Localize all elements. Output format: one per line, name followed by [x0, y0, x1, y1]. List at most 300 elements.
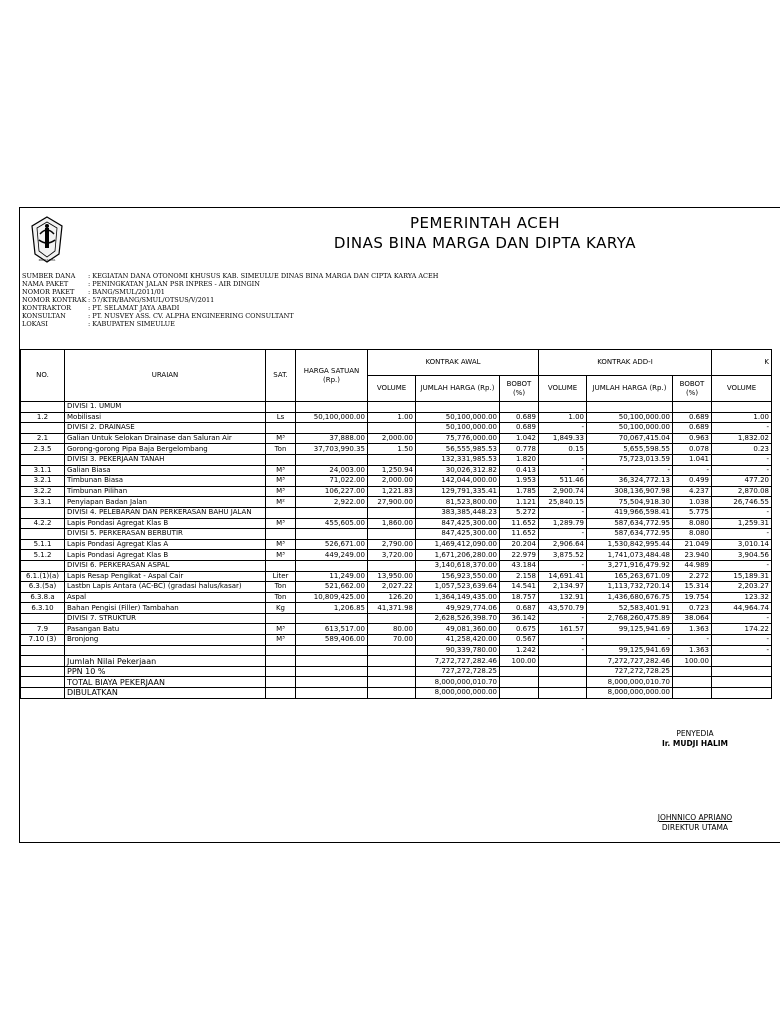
info-row: NOMOR PAKET : BANG/SMUL/2011/01 — [22, 288, 165, 296]
cell-b2: 4.237 — [673, 486, 712, 497]
cell-no: 5.1.2 — [21, 550, 65, 561]
footer-row — [21, 677, 772, 688]
table-row — [21, 497, 772, 508]
cell-j1: 49,929,774.06 — [416, 603, 500, 614]
cell-v1: 13,950.00 — [368, 571, 416, 582]
footer-empty-cell — [296, 656, 368, 667]
cell-uraian: Penyiapan Badan Jalan — [65, 497, 266, 508]
cell-uraian: Bahan Pengisi (Filler) Tambahan — [65, 603, 266, 614]
cell-v1: 41,371.98 — [368, 603, 416, 614]
footer-b1 — [500, 666, 539, 677]
cell-b2: 1.041 — [673, 454, 712, 465]
cell-v3: - — [712, 507, 772, 518]
footer-j2: 727,272,728.25 — [587, 666, 673, 677]
cell-harga — [296, 645, 368, 656]
info-row: KONTRAKTOR : PT. SELAMAT JAYA ABADI — [22, 304, 180, 312]
document-title-line2: DINAS BINA MARGA DAN DIPTA KARYA — [333, 234, 637, 252]
contract-table-wrap — [20, 349, 780, 699]
cell-harga: 71,022.00 — [296, 476, 368, 487]
cell-j2: 50,100,000.00 — [587, 412, 673, 423]
cell-j2: 587,634,772.95 — [587, 518, 673, 529]
table-row — [21, 603, 772, 614]
cell-sat: Ton — [266, 582, 296, 593]
cell-v3: - — [712, 635, 772, 646]
header-bobot: BOBOT (%) — [500, 376, 539, 402]
cell-v3: 15,189.31 — [712, 571, 772, 582]
cell-sat — [266, 613, 296, 624]
footer-empty-cell — [368, 677, 416, 688]
cell-v2: 161.57 — [539, 624, 587, 635]
cell-b2: 15.314 — [673, 582, 712, 593]
cell-b2: 8.080 — [673, 518, 712, 529]
cell-j1: 1,057,523,639.64 — [416, 582, 500, 593]
cell-v1: 2,000.00 — [368, 476, 416, 487]
cell-j1: 30,026,312.82 — [416, 465, 500, 476]
cell-no: 6.3.8.a — [21, 592, 65, 603]
footer-b1: 100.00 — [500, 656, 539, 667]
cell-sat: M³ — [266, 476, 296, 487]
cell-harga: 1,206.85 — [296, 603, 368, 614]
cell-harga: 11,249.00 — [296, 571, 368, 582]
cell-sat: M³ — [266, 465, 296, 476]
cell-harga — [296, 454, 368, 465]
cell-b2: 8.080 — [673, 529, 712, 540]
cell-sat: M³ — [266, 550, 296, 561]
cell-b1: 1.121 — [500, 497, 539, 508]
header-volume: VOLUME — [712, 376, 772, 402]
info-row: SUMBER DANA : KEGIATAN DANA OTONOMI KHUSUS KAB. SIMEULUE DINAS BINA MARGA DAN CIPTA KARYA ACEH — [22, 272, 439, 280]
cell-uraian: Bronjong — [65, 635, 266, 646]
cell-v1 — [368, 529, 416, 540]
footer-empty-cell — [21, 656, 65, 667]
cell-b2: 0.689 — [673, 412, 712, 423]
cell-v1: 1.50 — [368, 444, 416, 455]
cell-v1 — [368, 560, 416, 571]
footer-empty-cell — [712, 656, 772, 667]
cell-v3: 2,870.08 — [712, 486, 772, 497]
cell-no: 5.1.1 — [21, 539, 65, 550]
cell-v1: 2,027.22 — [368, 582, 416, 593]
cell-no: 3.2.2 — [21, 486, 65, 497]
info-row: LOKASI : KABUPATEN SIMEULUE — [22, 320, 175, 328]
cell-b2: 0.723 — [673, 603, 712, 614]
table-row — [21, 412, 772, 423]
header-uraian: URAIAN — [65, 350, 266, 402]
cell-v2: 3,875.52 — [539, 550, 587, 561]
cell-harga: 2,922.00 — [296, 497, 368, 508]
cell-v3: 1,259.31 — [712, 518, 772, 529]
table-row — [21, 465, 772, 476]
table-row — [21, 550, 772, 561]
table-row — [21, 592, 772, 603]
cell-v2: 1,849.33 — [539, 433, 587, 444]
cell-j2: 99,125,941.69 — [587, 624, 673, 635]
cell-sat: Ton — [266, 592, 296, 603]
cell-b1: 11.652 — [500, 529, 539, 540]
cell-no — [21, 560, 65, 571]
table-row — [21, 539, 772, 550]
cell-uraian: DIVISI 7. STRUKTUR — [65, 613, 266, 624]
cell-uraian: Mobilisasi — [65, 412, 266, 423]
cell-b1: 1.785 — [500, 486, 539, 497]
cell-j1: 156,923,550.00 — [416, 571, 500, 582]
cell-uraian: Lapis Pondasi Agregat Klas A — [65, 539, 266, 550]
cell-no — [21, 613, 65, 624]
footer-empty-cell — [539, 656, 587, 667]
cell-b1: 18.757 — [500, 592, 539, 603]
footer-row — [21, 666, 772, 677]
cell-harga: 106,227.00 — [296, 486, 368, 497]
cell-v3: 123.32 — [712, 592, 772, 603]
cell-v3: 1,832.02 — [712, 433, 772, 444]
cell-v3: - — [712, 423, 772, 434]
cell-v2: 43,570.79 — [539, 603, 587, 614]
cell-b1: 14.541 — [500, 582, 539, 593]
footer-empty-cell — [21, 688, 65, 699]
footer-label: PPN 10 % — [65, 666, 266, 677]
cell-v1: 2,000.00 — [368, 433, 416, 444]
table-row — [21, 444, 772, 455]
cell-uraian — [65, 645, 266, 656]
table-row — [21, 624, 772, 635]
cell-b2: - — [673, 635, 712, 646]
cell-b1: 0.778 — [500, 444, 539, 455]
cell-j1: 41,258,420.00 — [416, 635, 500, 646]
cell-j1: 49,081,360.00 — [416, 624, 500, 635]
cell-b1: 1.953 — [500, 476, 539, 487]
cell-v2: - — [539, 645, 587, 656]
footer-b2 — [673, 688, 712, 699]
cell-no: 3.1.1 — [21, 465, 65, 476]
cell-uraian: Aspal — [65, 592, 266, 603]
cell-harga: 50,100,000.00 — [296, 412, 368, 423]
cell-b1: 20.204 — [500, 539, 539, 550]
cell-v3: 477.20 — [712, 476, 772, 487]
cell-v3: - — [712, 645, 772, 656]
cell-no: 2.1 — [21, 433, 65, 444]
cell-harga: 521,662.00 — [296, 582, 368, 593]
signature-name: JOHNNICO APRIANO — [657, 813, 733, 822]
cell-v3: 3,010.14 — [712, 539, 772, 550]
footer-empty-cell — [266, 656, 296, 667]
cell-v2: 2,900.74 — [539, 486, 587, 497]
cell-sat — [266, 645, 296, 656]
cell-j2: 587,634,772.95 — [587, 529, 673, 540]
cell-b1: 0.689 — [500, 412, 539, 423]
footer-b2 — [673, 666, 712, 677]
cell-v3: - — [712, 613, 772, 624]
cell-v3: - — [712, 454, 772, 465]
cell-j1: 50,100,000.00 — [416, 423, 500, 434]
cell-j2: 1,741,073,484.48 — [587, 550, 673, 561]
cell-no — [21, 645, 65, 656]
table-body — [21, 402, 772, 656]
cell-v3: 174.22 — [712, 624, 772, 635]
footer-label: TOTAL BIAYA PEKERJAAN — [65, 677, 266, 688]
cell-sat: Ton — [266, 444, 296, 455]
cell-v1 — [368, 454, 416, 465]
cell-sat: M³ — [266, 635, 296, 646]
cell-b1: 2.158 — [500, 571, 539, 582]
cell-sat — [266, 454, 296, 465]
cell-b2: 2.272 — [673, 571, 712, 582]
cell-j1: 132,331,985.53 — [416, 454, 500, 465]
cell-j2: 1,436,680,676.75 — [587, 592, 673, 603]
cell-uraian: Gorong-gorong Pipa Baja Bergelombang — [65, 444, 266, 455]
cell-uraian: DIVISI 3. PEKERJAAN TANAH — [65, 454, 266, 465]
cell-sat: Liter — [266, 571, 296, 582]
cell-harga — [296, 507, 368, 518]
footer-empty-cell — [368, 688, 416, 699]
cell-uraian: Pasangan Batu — [65, 624, 266, 635]
info-row: NOMOR KONTRAK : 57/KTR/BANG/SMUL/OTSUS/V/2011 — [22, 296, 215, 304]
cell-sat: Kg — [266, 603, 296, 614]
cell-v2: - — [539, 507, 587, 518]
cell-b2 — [673, 402, 712, 413]
table-row — [21, 613, 772, 624]
cell-b2: - — [673, 465, 712, 476]
cell-harga: 24,003.00 — [296, 465, 368, 476]
footer-b1 — [500, 677, 539, 688]
cell-harga: 449,249.00 — [296, 550, 368, 561]
footer-label: Jumlah Nilai Pekerjaan — [65, 656, 266, 667]
cell-b1: 0.413 — [500, 465, 539, 476]
footer-empty-cell — [539, 666, 587, 677]
cell-j1: 1,671,206,280.00 — [416, 550, 500, 561]
cell-no: 7.10 (3) — [21, 635, 65, 646]
cell-no — [21, 423, 65, 434]
cell-b1: 0.687 — [500, 603, 539, 614]
signature-title: DIREKTUR UTAMA — [661, 823, 729, 832]
table-row — [21, 423, 772, 434]
cell-b1 — [500, 402, 539, 413]
cell-j2: 1,530,842,995.44 — [587, 539, 673, 550]
cell-j2: 70,067,415.04 — [587, 433, 673, 444]
cell-j2: 3,271,916,479.92 — [587, 560, 673, 571]
cell-sat: M³ — [266, 518, 296, 529]
cell-no: 3.2.1 — [21, 476, 65, 487]
footer-b1 — [500, 688, 539, 699]
cell-sat: M² — [266, 497, 296, 508]
info-row: NAMA PAKET : PENINGKATAN JALAN PSR INPRES - AIR DINGIN — [22, 280, 260, 288]
aceh-emblem-icon — [30, 216, 64, 264]
cell-sat: M³ — [266, 539, 296, 550]
cell-harga — [296, 529, 368, 540]
cell-j1: 56,555,985.53 — [416, 444, 500, 455]
cell-uraian: Galian Biasa — [65, 465, 266, 476]
cell-j1: 50,100,000.00 — [416, 412, 500, 423]
cell-j2: 419,966,598.41 — [587, 507, 673, 518]
cell-j2: 52,583,401.91 — [587, 603, 673, 614]
signature-role: PENYEDIA — [676, 729, 714, 738]
cell-v3: - — [712, 465, 772, 476]
cell-j1: 81,523,800.00 — [416, 497, 500, 508]
cell-v2: - — [539, 635, 587, 646]
cell-harga: 10,809,425.00 — [296, 592, 368, 603]
footer-j1: 727,272,728.25 — [416, 666, 500, 677]
cell-j2 — [587, 402, 673, 413]
cell-uraian: Lapis Pondasi Agregat Klas B — [65, 550, 266, 561]
cell-j1 — [416, 402, 500, 413]
table-row — [21, 507, 772, 518]
footer-empty-cell — [368, 666, 416, 677]
cell-no — [21, 402, 65, 413]
cell-b2: 38.064 — [673, 613, 712, 624]
cell-v1: 1,860.00 — [368, 518, 416, 529]
cell-v1 — [368, 423, 416, 434]
footer-empty-cell — [21, 677, 65, 688]
cell-v3: 44,964.74 — [712, 603, 772, 614]
footer-empty-cell — [266, 688, 296, 699]
cell-v2: - — [539, 454, 587, 465]
cell-b2: 0.499 — [673, 476, 712, 487]
cell-b2: 0.078 — [673, 444, 712, 455]
cell-v1 — [368, 613, 416, 624]
cell-v2: 132.91 — [539, 592, 587, 603]
cell-b2: 21.049 — [673, 539, 712, 550]
cell-v3 — [712, 402, 772, 413]
footer-empty-cell — [712, 677, 772, 688]
cell-no: 1.2 — [21, 412, 65, 423]
footer-j1: 8,000,000,010.70 — [416, 677, 500, 688]
footer-empty-cell — [712, 688, 772, 699]
cell-harga: 526,671.00 — [296, 539, 368, 550]
cell-j1: 383,385,448.23 — [416, 507, 500, 518]
footer-j1: 7,272,727,282.46 — [416, 656, 500, 667]
cell-v1: 1,221.83 — [368, 486, 416, 497]
cell-no: 3.3.1 — [21, 497, 65, 508]
cell-v1: 80.00 — [368, 624, 416, 635]
cell-v2: 14,691.41 — [539, 571, 587, 582]
header-jumlah-harga: JUMLAH HARGA (Rp.) — [416, 376, 500, 402]
cell-v2: 511.46 — [539, 476, 587, 487]
cell-sat: M³ — [266, 433, 296, 444]
cell-uraian: Lapis Pondasi Agregat Klas B — [65, 518, 266, 529]
cell-uraian: DIVISI 5. PERKERASAN BERBUTIR — [65, 529, 266, 540]
cell-b2: 1.363 — [673, 645, 712, 656]
cell-b1: 1.042 — [500, 433, 539, 444]
footer-b2: 100.00 — [673, 656, 712, 667]
cell-sat — [266, 529, 296, 540]
footer-empty-cell — [266, 666, 296, 677]
cell-v1 — [368, 402, 416, 413]
svg-text:PANCACITA: PANCACITA — [38, 258, 56, 262]
cell-v3: 2,203.27 — [712, 582, 772, 593]
cell-j2: 165,263,671.09 — [587, 571, 673, 582]
cell-b1: 1.242 — [500, 645, 539, 656]
header-kontrak-next: K — [712, 350, 772, 376]
cell-v2: - — [539, 529, 587, 540]
cell-j1: 1,364,149,435.00 — [416, 592, 500, 603]
cell-uraian: Timbunan Pilihan — [65, 486, 266, 497]
footer-b2 — [673, 677, 712, 688]
cell-j2: 5,655,598.55 — [587, 444, 673, 455]
cell-no: 4.2.2 — [21, 518, 65, 529]
cell-v3: 3,904.56 — [712, 550, 772, 561]
cell-v2: 0.15 — [539, 444, 587, 455]
cell-b1: 0.675 — [500, 624, 539, 635]
cell-no: 6.1.(1)(a) — [21, 571, 65, 582]
cell-harga: 589,406.00 — [296, 635, 368, 646]
cell-b1: 0.567 — [500, 635, 539, 646]
cell-sat — [266, 507, 296, 518]
header-harga-satuan: HARGA SATUAN (Rp.) — [296, 350, 368, 402]
document-sheet — [19, 207, 780, 843]
cell-harga — [296, 423, 368, 434]
table-row — [21, 476, 772, 487]
cell-sat — [266, 560, 296, 571]
cell-v1: 27,900.00 — [368, 497, 416, 508]
footer-label: DIBULATKAN — [65, 688, 266, 699]
cell-j1: 90,339,780.00 — [416, 645, 500, 656]
header-sat: SAT. — [266, 350, 296, 402]
cell-b2: 1.038 — [673, 497, 712, 508]
table-row — [21, 518, 772, 529]
cell-uraian: Timbunan Biasa — [65, 476, 266, 487]
cell-j1: 75,776,000.00 — [416, 433, 500, 444]
cell-no — [21, 454, 65, 465]
cell-b2: 23.940 — [673, 550, 712, 561]
header-volume: VOLUME — [368, 376, 416, 402]
signature-person: Ir. MUDJI HALIM — [662, 739, 728, 748]
cell-j1: 142,044,000.00 — [416, 476, 500, 487]
header-kontrak-add: KONTRAK ADD-I — [539, 350, 712, 376]
cell-b2: 5.775 — [673, 507, 712, 518]
cell-v3: - — [712, 560, 772, 571]
footer-empty-cell — [21, 666, 65, 677]
cell-v3: 1.00 — [712, 412, 772, 423]
cell-j1: 3,140,618,370.00 — [416, 560, 500, 571]
cell-v1 — [368, 507, 416, 518]
footer-empty-cell — [712, 666, 772, 677]
info-row: KONSULTAN : PT. NUSVEY ASS. CV. ALPHA ENGINEERING CONSULTANT — [22, 312, 294, 320]
cell-uraian: Galian Untuk Selokan Drainase dan Saluran Air — [65, 433, 266, 444]
cell-sat — [266, 423, 296, 434]
cell-b1: 43.184 — [500, 560, 539, 571]
cell-no: 6.3.(5a) — [21, 582, 65, 593]
cell-sat: M³ — [266, 486, 296, 497]
cell-v2: - — [539, 423, 587, 434]
cell-harga — [296, 560, 368, 571]
table-footer — [21, 656, 772, 698]
document-title-line1: PEMERINTAH ACEH — [409, 214, 561, 232]
cell-sat: Ls — [266, 412, 296, 423]
cell-v2: 1,289.79 — [539, 518, 587, 529]
cell-no: 6.3.10 — [21, 603, 65, 614]
table-row — [21, 571, 772, 582]
cell-uraian: DIVISI 2. DRAINASE — [65, 423, 266, 434]
cell-b2: 19.754 — [673, 592, 712, 603]
table-row — [21, 582, 772, 593]
cell-harga — [296, 613, 368, 624]
footer-j1: 8,000,000,000.00 — [416, 688, 500, 699]
cell-j2: 75,504,918.30 — [587, 497, 673, 508]
cell-v2 — [539, 402, 587, 413]
header-kontrak-awal: KONTRAK AWAL — [368, 350, 539, 376]
cell-v1: 2,790.00 — [368, 539, 416, 550]
cell-harga: 613,517.00 — [296, 624, 368, 635]
table-row — [21, 454, 772, 465]
header-volume: VOLUME — [539, 376, 587, 402]
cell-no — [21, 507, 65, 518]
table-row — [21, 402, 772, 413]
cell-b2: 44.989 — [673, 560, 712, 571]
cell-j2: 75,723,013.59 — [587, 454, 673, 465]
cell-j1: 847,425,300.00 — [416, 529, 500, 540]
cell-b1: 22.979 — [500, 550, 539, 561]
cell-j2: - — [587, 635, 673, 646]
cell-no: 7.9 — [21, 624, 65, 635]
